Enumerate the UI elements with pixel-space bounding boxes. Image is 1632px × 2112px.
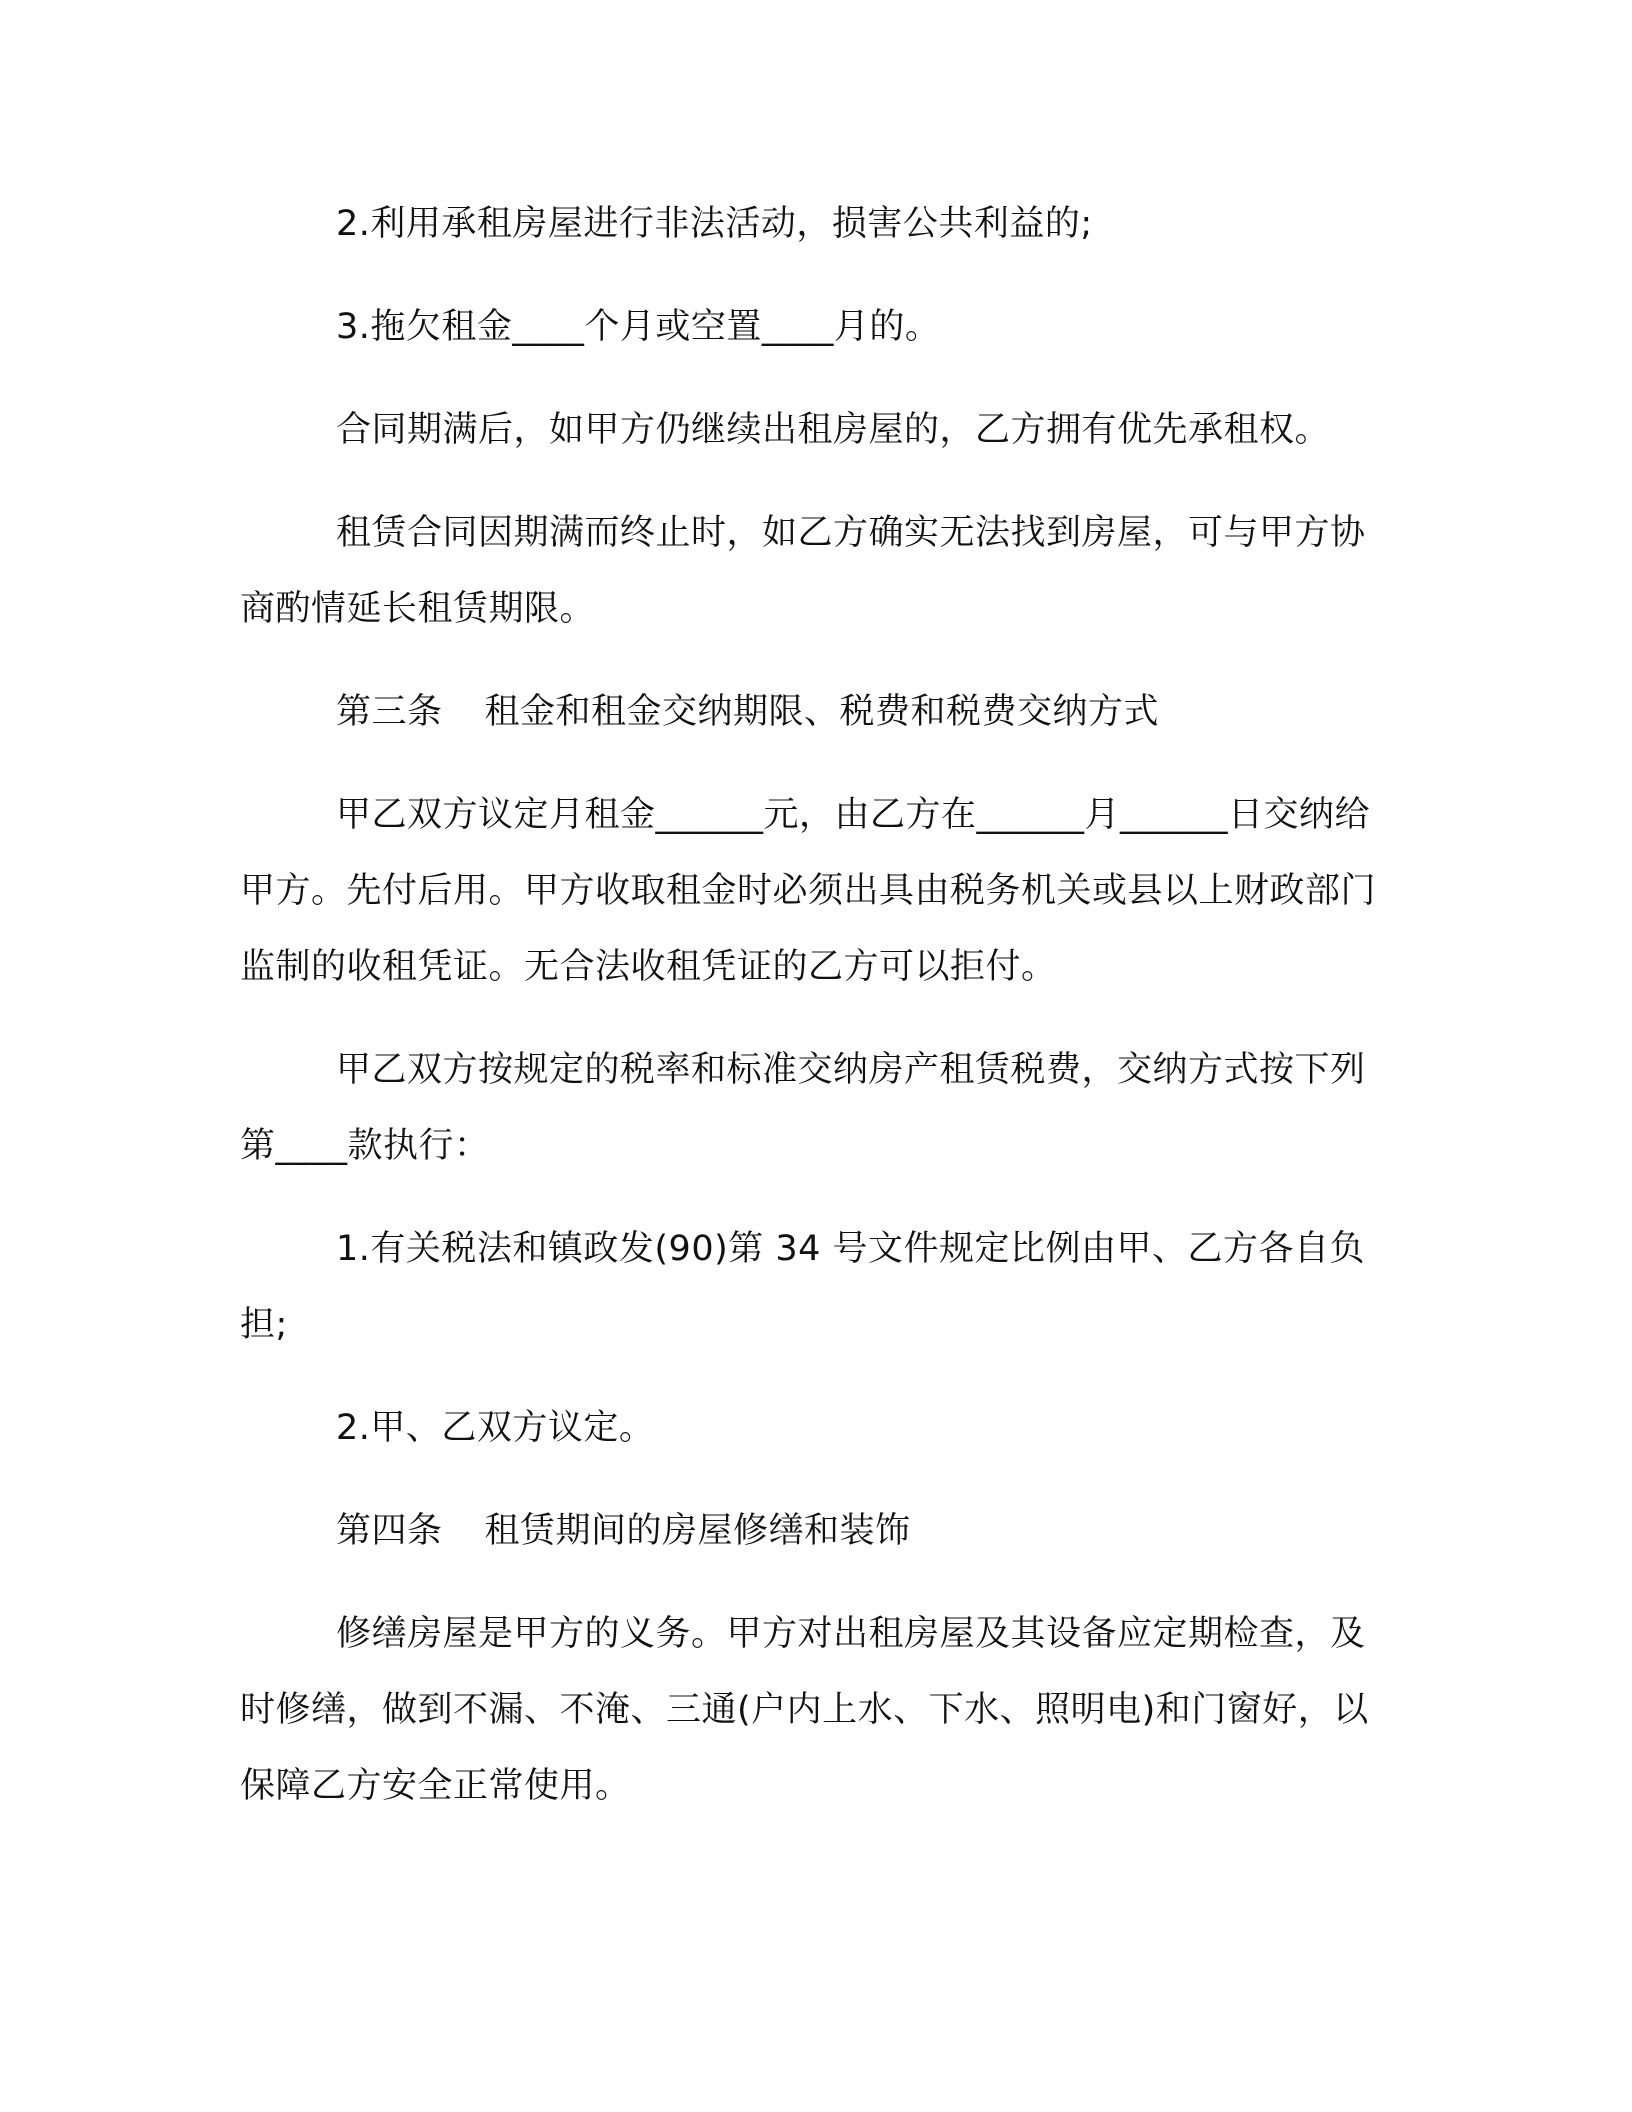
article-4-label: 第四条 xyxy=(336,1511,443,1551)
article-3-label: 第三条 xyxy=(336,692,443,732)
tax-option-1: 1.有关税法和镇政发(90)第 34 号文件规定比例由甲、乙方各自负担; xyxy=(240,1229,1366,1345)
article-3-heading xyxy=(240,674,1400,750)
lease-extension-paragraph: 租赁合同因期满而终止时，如乙方确实无法找到房屋，可与甲方协商酌情延长租赁期限。 xyxy=(240,513,1366,629)
renewal-priority-paragraph: 合同期满后，如甲方仍继续出租房屋的，乙方拥有优先承租权。 xyxy=(336,410,1331,450)
tax-option-2: 2.甲、乙双方议定。 xyxy=(336,1408,655,1448)
clause-item-3: 3.拖欠租金____个月或空置____月的。 xyxy=(336,307,941,347)
article-4-heading xyxy=(240,1493,1400,1569)
repair-obligation-paragraph: 修缮房屋是甲方的义务。甲方对出租房屋及其设备应定期检查，及时修缮，做到不漏、不淹、三通(户内上水、下水、照明电)和门窗好，以保障乙方安全正常使用。 xyxy=(240,1614,1369,1806)
tax-payment-paragraph: 甲乙双方按规定的税率和标准交纳房产租赁税费，交纳方式按下列第____款执行： xyxy=(240,1050,1366,1166)
rent-payment-paragraph: 甲乙双方议定月租金______元，由乙方在______月______日交纳给甲方。先付后用。甲方收取租金时必须出具由税务机关或县以上财政部门监制的收租凭证。无合法收租凭证的乙方可以拒付。 xyxy=(240,795,1377,987)
clause-item-2: 2.利用承租房屋进行非法活动，损害公共利益的; xyxy=(336,204,1093,244)
article-3-title: 租金和租金交纳期限、税费和税费交纳方式 xyxy=(484,692,1160,732)
article-4-title: 租赁期间的房屋修缮和装饰 xyxy=(484,1511,911,1551)
document-body xyxy=(240,186,1400,1851)
